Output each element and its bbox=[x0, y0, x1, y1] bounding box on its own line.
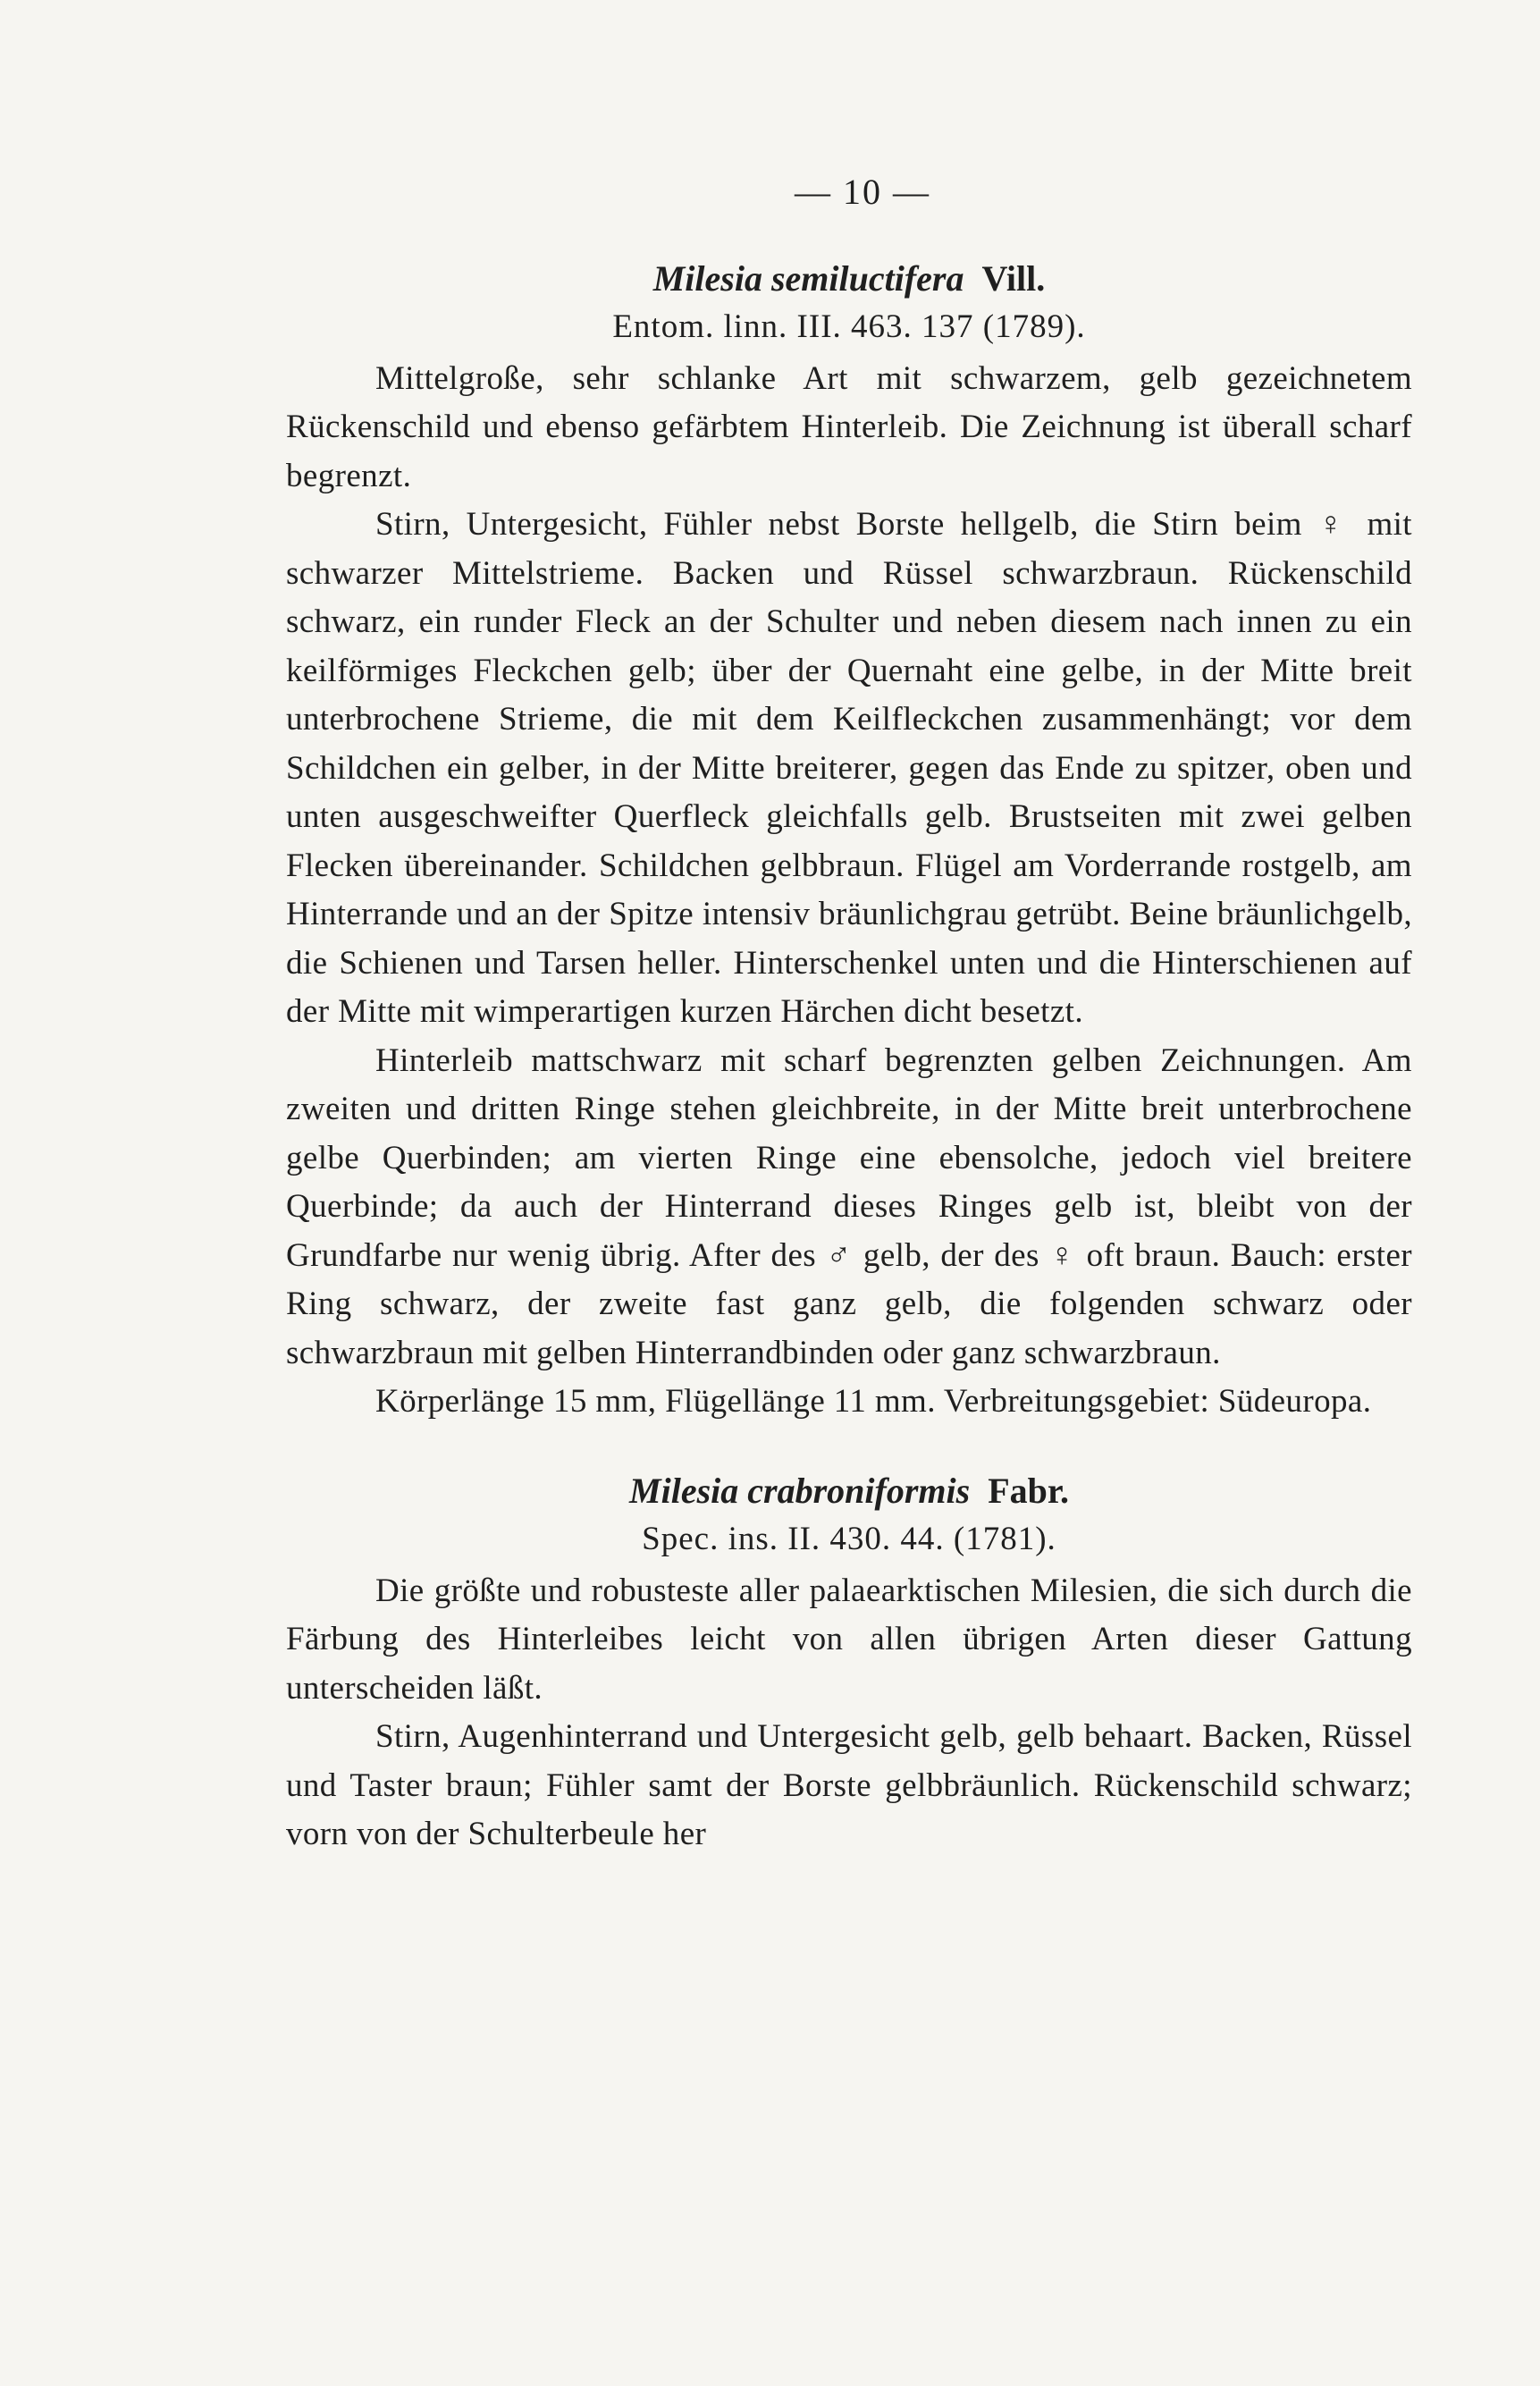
species-heading bbox=[286, 255, 1412, 303]
paragraph: Stirn, Augenhinterrand und Untergesicht gelb, gelb behaart. Backen, Rüssel und Taster braun; Fühler samt der Borste gelbbräunlich. Rückenschild schwarz; vorn von der Schulterbeule her bbox=[286, 1718, 1412, 1853]
paragraph: Mittelgroße, sehr schlanke Art mit schwarzem, gelb gezeichnetem Rückenschild und ebenso gefärbtem Hinterleib. Die Zeichnung ist überall scharf begrenzt. bbox=[286, 359, 1412, 494]
section-divider bbox=[286, 1427, 1412, 1467]
species-name: Milesia crabroniformis bbox=[629, 1470, 971, 1511]
species-author: Fabr. bbox=[988, 1470, 1069, 1511]
species-citation: Entom. linn. III. 463. 137 (1789). bbox=[612, 308, 1086, 345]
species-name: Milesia semiluctifera bbox=[652, 258, 964, 299]
species-author: Vill. bbox=[981, 258, 1046, 299]
paragraph: Körperlänge 15 mm, Flügellänge 11 mm. Verbreitungsgebiet: Südeuropa. bbox=[375, 1383, 1372, 1421]
paragraph: Hinterleib mattschwarz mit scharf begrenzten gelben Zeichnungen. Am zweiten und dritten Ringe stehen gleichbreite, in der Mitte breit unterbrochene gelbe Querbinden; am vierten Ringe eine ebensolche, jedoch viel breitere Querbinde; da auch der Hinterrand dieses Ringes gelb ist, bleibt von der Grundfarbe nur wenig übrig. After des ♂ gelb, der des ♀ oft braun. Bauch: erster Ring schwarz, der zweite fast ganz gelb, die folgenden schwarz oder schwarzbraun mit gelben Hinterrandbinden oder ganz schwarzbraun. bbox=[286, 1041, 1412, 1371]
paragraph: Die größte und robusteste aller palaearktischen Milesien, die sich durch die Färbung des Hinterleibes leicht von allen übrigen Arten dieser Gattung unterscheiden läßt. bbox=[286, 1572, 1412, 1707]
species-entry-crabroniformis bbox=[286, 1467, 1412, 1859]
species-entry-semiluctifera bbox=[286, 255, 1412, 1427]
paragraph: Stirn, Untergesicht, Fühler nebst Borste hellgelb, die Stirn beim ♀ mit schwarzer Mittelstrieme. Backen und Rüssel schwarzbraun. Rückenschild schwarz, ein runder Fleck an der Schulter und neben diesem nach innen zu ein keilförmiges Fleckchen gelb; über der Quernaht eine gelbe, in der Mitte breit unterbrochene Strieme, die mit dem Keilfleckchen zusammenhängt; vor dem Schildchen ein gelber, in der Mitte breiterer, gegen das Ende zu spitzer, oben und unten ausgeschweifter Querfleck gleichfalls gelb. Brustseiten mit zwei gelben Flecken übereinander. Schildchen gelbbraun. Flügel am Vorderrande rostgelb, am Hinterrande und an der Spitze intensiv bräunlichgrau getrübt. Beine bräunlichgelb, die Schienen und Tarsen heller. Hinterschenkel unten und die Hinterschienen auf der Mitte mit wimperartigen kurzen Härchen dicht besetzt. bbox=[286, 506, 1412, 1031]
species-heading bbox=[286, 1467, 1412, 1515]
page-text bbox=[286, 174, 1412, 1859]
page-number: — 10 — bbox=[795, 172, 930, 212]
species-citation: Spec. ins. II. 430. 44. (1781). bbox=[642, 1520, 1056, 1557]
